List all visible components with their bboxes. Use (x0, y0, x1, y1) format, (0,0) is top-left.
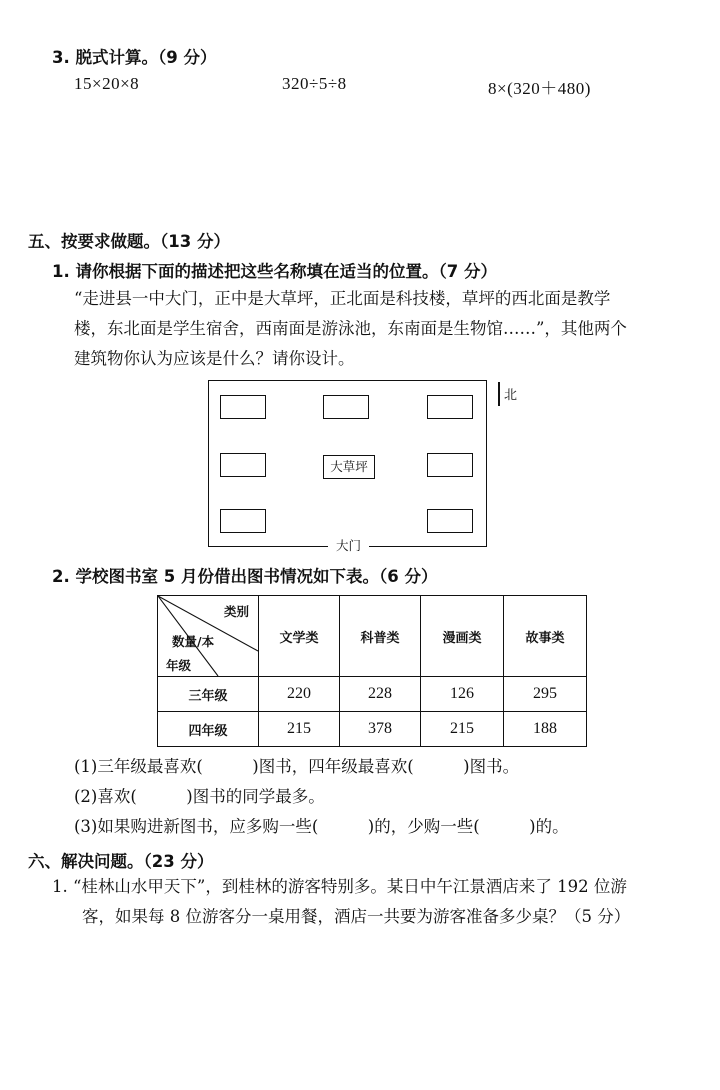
s5-q1-line-1: “走进县一中大门，正中是大草坪，正北面是科技楼，草坪的西北面是教学 (74, 289, 611, 308)
table-cell: 188 (504, 712, 587, 747)
answer-box-northwest[interactable] (220, 395, 266, 419)
table-row (158, 677, 587, 712)
s5-q1-line-2: 楼，东北面是学生宿舍，西南面是游泳池，东南面是生物馆……”，其他两个 (74, 319, 627, 338)
library-table (157, 595, 587, 747)
s6-q1-line-2: 客，如果每 8 位游客分一桌用餐，酒店一共要为游客准备多少桌？（5 分） (82, 907, 631, 926)
corner-label-quantity: 数量/本 (172, 634, 215, 649)
s5-q1-title: 1. 请你根据下面的描述把这些名称填在适当的位置。（7 分） (52, 262, 497, 281)
calc-expression-1: 15×20×8 (74, 74, 140, 93)
s5-q1-line-3: 建筑物你认为应该是什么？请你设计。 (74, 349, 355, 368)
table-header-stories: 故事类 (504, 596, 587, 677)
table-cell: 228 (340, 677, 421, 712)
campus-map (208, 380, 487, 553)
section-5-title: 五、按要求做题。（13 分） (28, 232, 230, 251)
row-label-grade4: 四年级 (158, 712, 259, 747)
table-cell: 220 (259, 677, 340, 712)
table-corner-cell (158, 596, 259, 677)
table-cell: 126 (421, 677, 504, 712)
answer-box-west[interactable] (220, 453, 266, 477)
s5-q2-subquestion-3: (3)如果购进新图书，应多购一些( )的，少购一些( )的。 (74, 817, 569, 836)
table-header-comics: 漫画类 (421, 596, 504, 677)
answer-box-east[interactable] (427, 453, 473, 477)
q3-title: 3. 脱式计算。（9 分） (52, 48, 217, 67)
north-label: 北 (504, 388, 518, 403)
map-gate-label: 大门 (328, 536, 369, 554)
answer-box-southeast[interactable] (427, 509, 473, 533)
table-row (158, 712, 587, 747)
corner-label-grade: 年级 (166, 658, 192, 673)
calc-expression-3: 8×(320＋480) (488, 79, 591, 98)
corner-label-category: 类别 (224, 604, 250, 619)
table-cell: 215 (421, 712, 504, 747)
table-header-science: 科普类 (340, 596, 421, 677)
section-6-title: 六、解决问题。（23 分） (28, 852, 214, 871)
s5-q2-subquestion-2: (2)喜欢( )图书的同学最多。 (74, 787, 325, 806)
calc-expression-2: 320÷5÷8 (282, 74, 347, 93)
row-label-grade3: 三年级 (158, 677, 259, 712)
table-cell: 378 (340, 712, 421, 747)
table-cell: 295 (504, 677, 587, 712)
map-center-lawn: 大草坪 (323, 455, 375, 479)
answer-box-southwest[interactable] (220, 509, 266, 533)
table-cell: 215 (259, 712, 340, 747)
answer-box-north[interactable] (323, 395, 369, 419)
s6-q1-line-1: 1. “桂林山水甲天下”，到桂林的游客特别多。某日中午江景酒店来了 192 位游 (52, 877, 627, 896)
s5-q2-title: 2. 学校图书室 5 月份借出图书情况如下表。（6 分） (52, 567, 438, 586)
s5-q2-subquestion-1: (1)三年级最喜欢( )图书，四年级最喜欢( )图书。 (74, 757, 520, 776)
north-arrow-icon (498, 382, 500, 406)
table-header-literature: 文学类 (259, 596, 340, 677)
answer-box-northeast[interactable] (427, 395, 473, 419)
